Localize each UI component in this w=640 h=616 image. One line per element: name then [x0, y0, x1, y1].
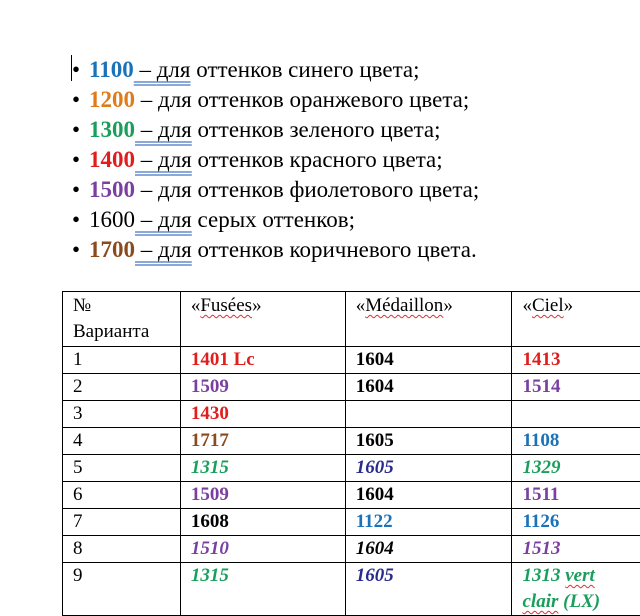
header-medaillon: «Médaillon» [345, 292, 512, 347]
bullet-description: оттенков фиолетового цвета; [192, 177, 480, 202]
header-variant: № Варианта [63, 292, 181, 347]
color-code: 1700 [89, 237, 135, 262]
color-code: 1100 [89, 57, 134, 82]
bullet-dot: • [72, 205, 89, 235]
variants-table [62, 291, 640, 616]
fusees-cell: 1717 [180, 428, 345, 455]
table-row [63, 536, 640, 563]
for-word: для [158, 87, 192, 112]
fusees-cell: 1510 [180, 536, 345, 563]
ciel-cell: 1126 [512, 509, 640, 536]
medaillon-cell: 1604 [345, 536, 512, 563]
bullet-description: оттенков коричневого цвета. [192, 237, 477, 262]
bullet-description: оттенков оранжевого цвета; [192, 87, 469, 112]
ciel-cell: 1329 [512, 455, 640, 482]
dash-separator: – [135, 87, 158, 112]
bullet-item [72, 235, 479, 265]
dash-separator: – [134, 57, 157, 82]
fusees-cell: 1315 [180, 563, 345, 616]
fusees-cell: 1608 [180, 509, 345, 536]
bullet-dot: • [72, 145, 89, 175]
medaillon-cell: 1604 [345, 482, 512, 509]
for-word: для [157, 57, 191, 82]
medaillon-cell: 1604 [345, 374, 512, 401]
for-word: для [158, 177, 192, 202]
fusees-cell: 1315 [180, 455, 345, 482]
variant-number: 9 [63, 563, 181, 616]
variant-number: 8 [63, 536, 181, 563]
bullet-dot: • [72, 175, 89, 205]
table-row [63, 401, 640, 428]
bullet-dot: • [72, 235, 89, 265]
bullet-item [72, 55, 479, 85]
medaillon-cell: 1604 [345, 347, 512, 374]
bullet-dot: • [72, 115, 89, 145]
ciel-cell: 1514 [512, 374, 640, 401]
bullet-item [72, 85, 479, 115]
color-code: 1300 [89, 117, 135, 142]
table-row [63, 347, 640, 374]
variant-number: 1 [63, 347, 181, 374]
table-row [63, 482, 640, 509]
variant-number: 5 [63, 455, 181, 482]
medaillon-cell: 1605 [345, 455, 512, 482]
medaillon-cell: 1605 [345, 428, 512, 455]
bullet-dot: • [72, 55, 89, 85]
medaillon-cell: 1122 [345, 509, 512, 536]
dash-separator: – [135, 117, 158, 142]
ciel-cell: 1413 [512, 347, 640, 374]
bullet-description: оттенков зеленого цвета; [192, 117, 441, 142]
bullet-item [72, 115, 479, 145]
table-row [63, 509, 640, 536]
table-header-row [63, 292, 640, 347]
variant-number: 7 [63, 509, 181, 536]
variant-number: 6 [63, 482, 181, 509]
fusees-cell: 1430 [180, 401, 345, 428]
bullet-item [72, 205, 479, 235]
fusees-cell: 1401 Lc [180, 347, 345, 374]
medaillon-cell: 1605 [345, 563, 512, 616]
color-code: 1200 [89, 87, 135, 112]
variant-number: 2 [63, 374, 181, 401]
color-code: 1400 [89, 147, 135, 172]
dash-separator: – [135, 147, 158, 172]
ciel-cell: 1513 [512, 536, 640, 563]
ciel-cell [512, 401, 640, 428]
fusees-cell: 1509 [180, 482, 345, 509]
header-ciel: «Ciel» [512, 292, 640, 347]
for-word: для [158, 117, 192, 142]
for-word: для [158, 237, 192, 262]
for-word: для [158, 147, 192, 172]
color-code-list [72, 55, 479, 265]
table-row [63, 455, 640, 482]
color-code: 1600 [89, 207, 135, 232]
dash-separator: – [135, 177, 158, 202]
bullet-item [72, 175, 479, 205]
bullet-item [72, 145, 479, 175]
table-row [63, 374, 640, 401]
header-fusees: «Fusées» [180, 292, 345, 347]
fusees-cell: 1509 [180, 374, 345, 401]
for-word: для [158, 207, 192, 232]
ciel-cell: 1511 [512, 482, 640, 509]
variant-number: 3 [63, 401, 181, 428]
dash-separator: – [135, 207, 158, 232]
bullet-dot: • [72, 85, 89, 115]
ciel-cell: 1108 [512, 428, 640, 455]
bullet-description: оттенков красного цвета; [192, 147, 443, 172]
table-row [63, 428, 640, 455]
dash-separator: – [135, 237, 158, 262]
table-row [63, 563, 640, 616]
bullet-description: серых оттенков; [192, 207, 355, 232]
ciel-cell-vert-clair: 1313 vert clair (LX) [512, 563, 640, 616]
bullet-description: оттенков синего цвета; [191, 57, 420, 82]
color-code: 1500 [89, 177, 135, 202]
medaillon-cell [345, 401, 512, 428]
variant-number: 4 [63, 428, 181, 455]
